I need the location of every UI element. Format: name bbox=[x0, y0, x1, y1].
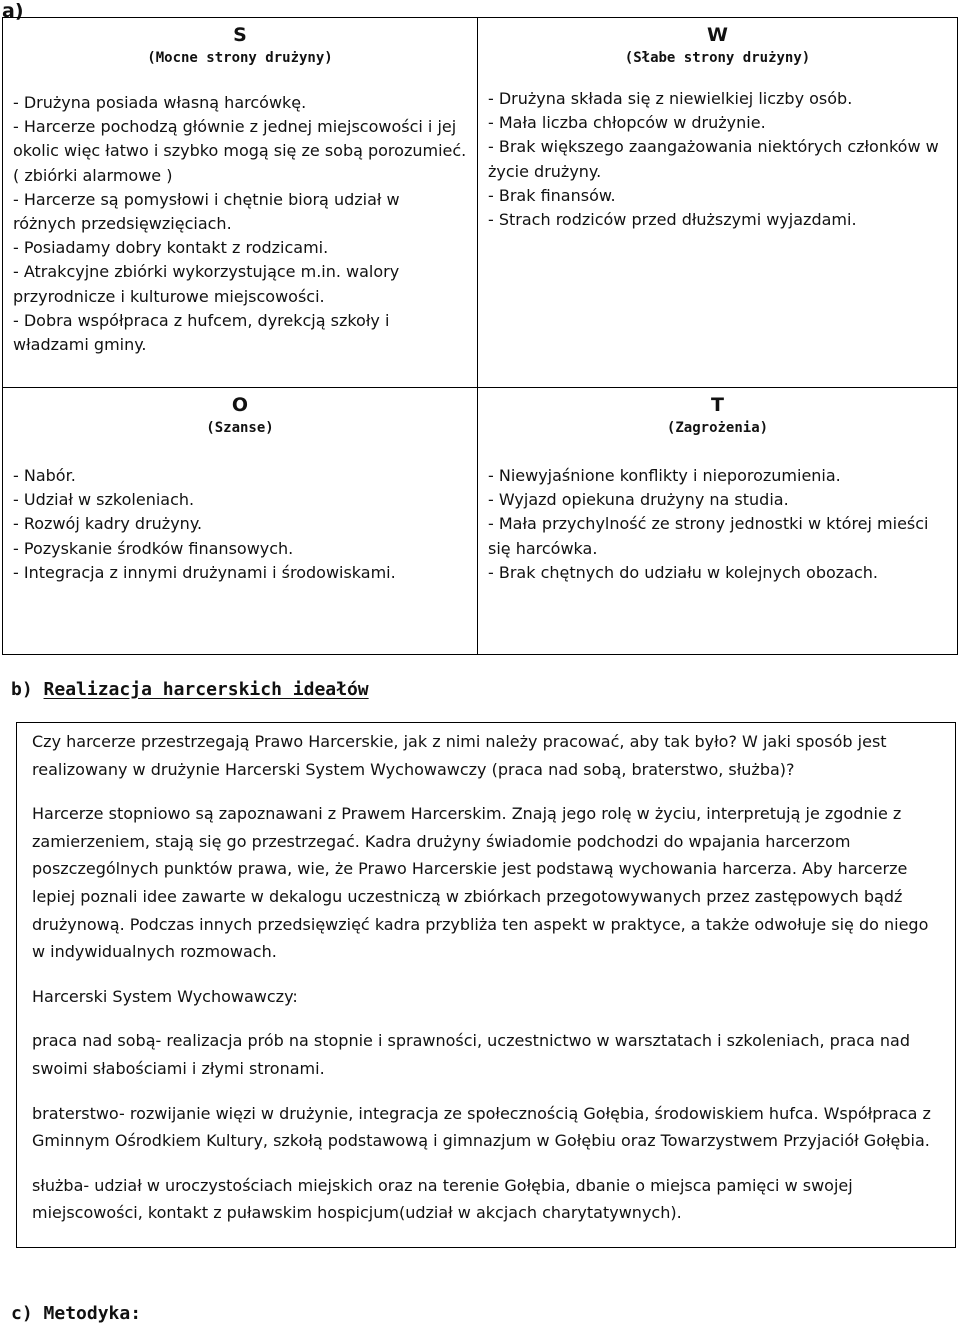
section-b-title: Realizacja harcerskich ideałów bbox=[43, 679, 369, 700]
paragraph: Harcerze stopniowo są zapoznawani z Prawem Harcerskim. Znają jego rolę w życiu, interpretują je zgodnie z zamierzeniem, stają się go przestrzegać. Kadra drużyny świadomie podchodzi do wpajania harcerzom poszczególnych punktów prawa, wie, że Prawo Harcerskie jest podstawą wychowania harcerza. Aby harcerze lepiej poznali idee zawarte w dekalogu uczestniczą w zbiórkach przegotowywanych przez zastępowych bądź drużynową. Podczas innych przedsięwzięć kadra przybliża ten aspekt w praktyce, a także odwołuje się do niego w indywidualnych rozmowach. bbox=[32, 804, 929, 962]
list-item: - Brak finansów. bbox=[488, 185, 616, 205]
list-item: - Pozyskanie środków finansowych. bbox=[13, 538, 294, 558]
section-c-title: Metodyka: bbox=[43, 1303, 142, 1324]
threats-cell bbox=[478, 388, 958, 655]
strengths-cell bbox=[3, 18, 478, 388]
opportunities-subtitle: (Szanse) bbox=[206, 420, 274, 436]
list-item: - Posiadamy dobry kontakt z rodzicami. bbox=[13, 238, 329, 258]
section-b-heading bbox=[11, 679, 369, 700]
weaknesses-subtitle: (Słabe strony drużyny) bbox=[624, 50, 811, 66]
threats-subtitle: (Zagrożenia) bbox=[666, 420, 769, 436]
weaknesses-letter: W bbox=[707, 24, 728, 46]
list-item: - Drużyna składa się z niewielkiej liczby osób. bbox=[488, 89, 853, 108]
list-item: - Harcerze są pomysłowi i chętnie biorą udział w różnych przedsięwzięciach. bbox=[13, 189, 400, 234]
list-item: - Udział w szkoleniach. bbox=[13, 490, 195, 510]
list-item: - Strach rodziców przed dłuższymi wyjazdami. bbox=[488, 210, 857, 230]
list-item: - Mała liczba chłopców w drużynie. bbox=[488, 113, 766, 133]
list-item: - Nabór. bbox=[13, 466, 76, 485]
strengths-list bbox=[13, 91, 467, 357]
list-item: - Niewyjaśnione konflikty i nieporozumienia. bbox=[488, 466, 841, 485]
list-item: - Integracja z innymi drużynami i środowiskami. bbox=[13, 562, 396, 582]
weaknesses-cell bbox=[478, 18, 958, 388]
paragraph: praca nad sobą- realizacja prób na stopnie i sprawności, uczestnictwo w warsztatach i szkoleniach, praca nad swoimi słabościami i złymi stronami. bbox=[32, 1031, 910, 1078]
list-item: - Rozwój kadry drużyny. bbox=[13, 514, 203, 534]
strengths-letter: S bbox=[233, 24, 247, 46]
section-b-label: b) bbox=[11, 679, 33, 700]
strengths-subtitle: (Mocne strony drużyny) bbox=[147, 50, 333, 66]
list-item: - Harcerze pochodzą głównie z jednej miejscowości i jej okolic więc łatwo i szybko mogą się ze sobą porozumieć. ( zbiórki alarmowe ) bbox=[13, 117, 467, 185]
list-item: - Dobra współpraca z hufcem, dyrekcją szkoły i władzami gminy. bbox=[13, 310, 390, 355]
opportunities-letter: O bbox=[231, 394, 249, 416]
opportunities-list bbox=[13, 464, 467, 585]
paragraph: Harcerski System Wychowawczy: bbox=[32, 986, 298, 1006]
paragraph: służba- udział w uroczystościach miejskich oraz na terenie Gołębia, dbanie o miejsca pamięci w swojej miejscowości, kontakt z puławskim hospicjum(udział w akcjach charytatywnych). bbox=[32, 1175, 853, 1223]
threats-list bbox=[488, 464, 947, 585]
weaknesses-list bbox=[488, 87, 947, 232]
threats-letter: T bbox=[711, 394, 724, 416]
section-c-label: c) bbox=[11, 1303, 33, 1324]
paragraph: braterstwo- rozwijanie więzi w drużynie, integracja ze społecznością Gołębia, środowiskiem hufca. Współpraca z Gminnym Ośrodkiem Kultury, szkołą podstawową i gimnazjum w Gołębiu oraz Towarzystwem Przyjaciół Gołębia. bbox=[32, 1103, 931, 1151]
opportunities-cell bbox=[3, 388, 478, 655]
section-b-box bbox=[16, 722, 956, 1248]
list-item: - Drużyna posiada własną harcówkę. bbox=[13, 93, 307, 112]
list-item: - Brak większego zaangażowania niektórych członków w życie drużyny. bbox=[488, 137, 939, 181]
list-item: - Brak chętnych do udziału w kolejnych obozach. bbox=[488, 562, 878, 582]
section-c-heading bbox=[11, 1303, 141, 1324]
list-item: - Mała przychylność ze strony jednostki w której mieści się harcówka. bbox=[488, 514, 929, 558]
list-item: - Wyjazd opiekuna drużyny na studia. bbox=[488, 490, 789, 510]
section-a-label: a) bbox=[2, 0, 24, 22]
paragraph: Czy harcerze przestrzegają Prawo Harcerskie, jak z nimi należy pracować, aby tak było? W jaki sposób jest realizowany w drużynie Harcerski System Wychowawczy (praca nad sobą, braterstwo, służba)? bbox=[32, 732, 887, 779]
list-item: - Atrakcyjne zbiórki wykorzystujące m.in. walory przyrodnicze i kulturowe miejscowości. bbox=[13, 262, 400, 306]
swot-table bbox=[2, 17, 958, 655]
